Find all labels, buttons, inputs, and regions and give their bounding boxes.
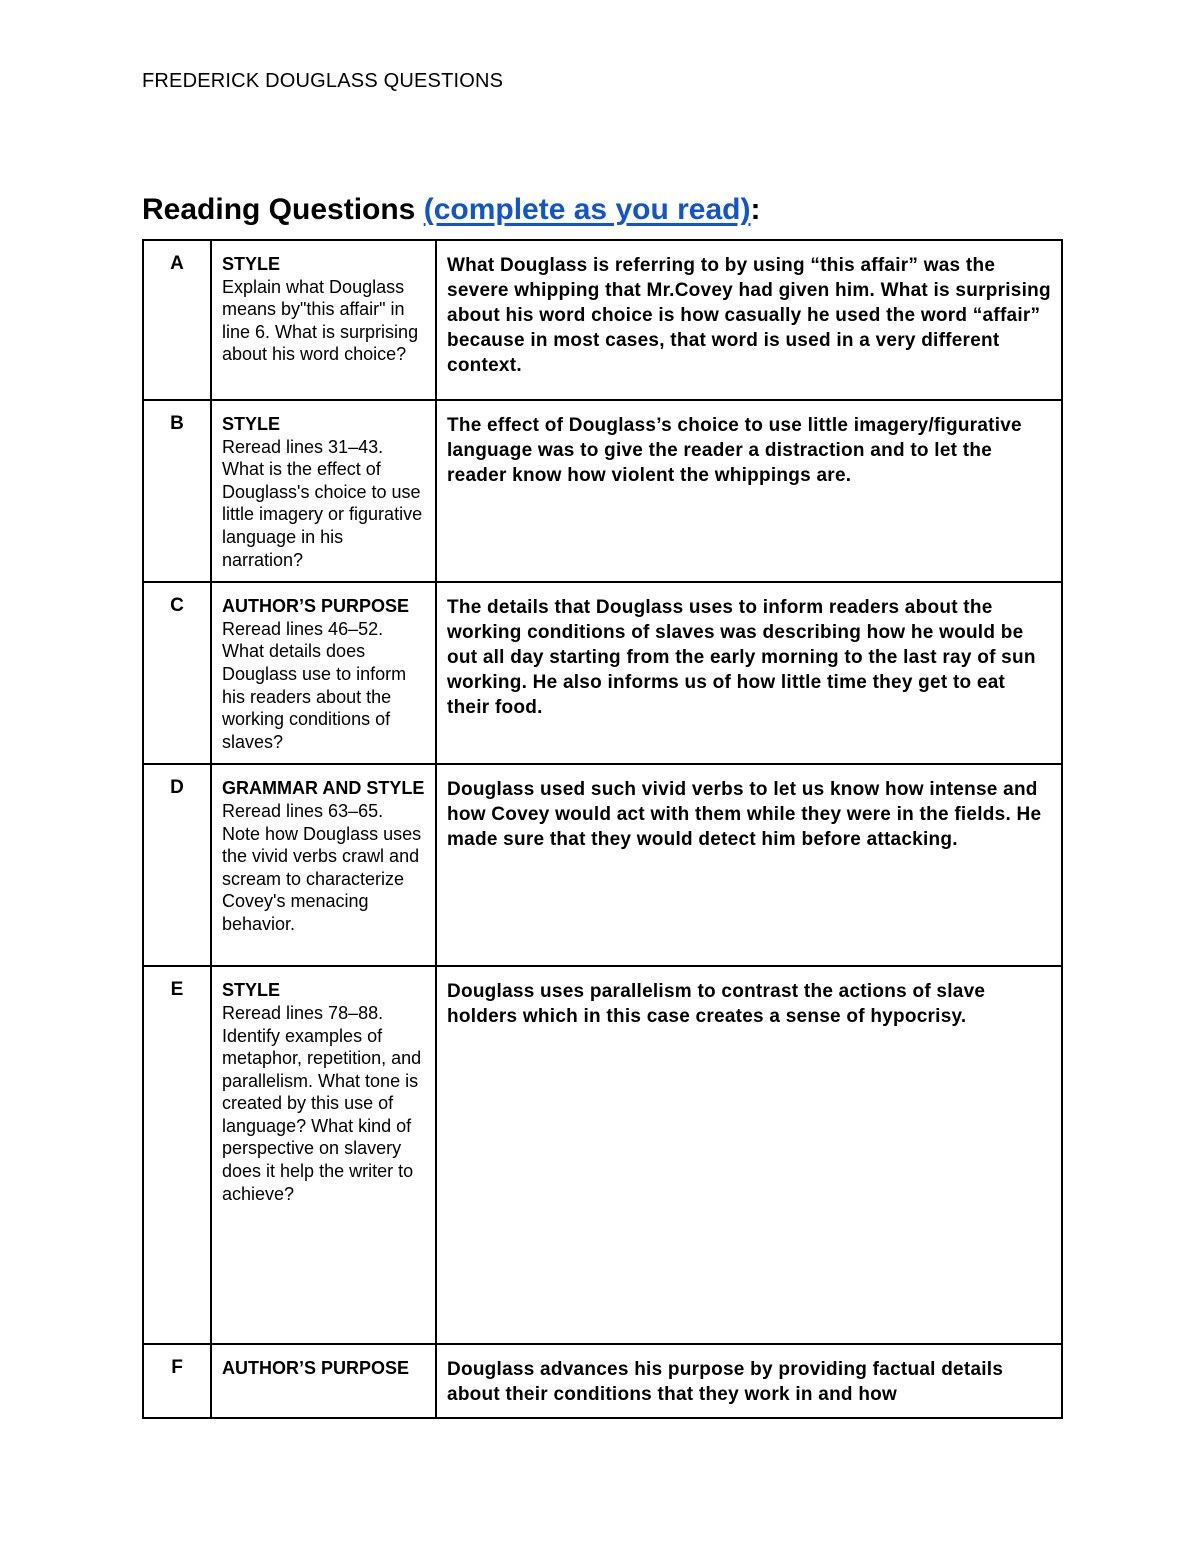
row-letter: C	[143, 582, 211, 764]
row-letter: A	[143, 240, 211, 400]
row-letter: D	[143, 764, 211, 966]
table-row	[143, 240, 1062, 400]
table-row	[143, 582, 1062, 764]
title-text: Reading Questions	[142, 193, 424, 226]
question-label: STYLE	[222, 254, 281, 274]
answer-cell: The details that Douglass uses to inform readers about the working conditions of slaves was describing how he would be out all day starting from the early morning to the last ray of sun working. He also informs us of how little time they get to eat their food.	[436, 582, 1062, 764]
row-letter: F	[143, 1344, 211, 1418]
table-row	[143, 400, 1062, 582]
question-prompt: Explain what Douglass means by"this affair" in line 6. What is surprising about his word choice?	[222, 276, 419, 365]
question-label: STYLE	[222, 980, 281, 1001]
answer-cell: Douglass uses parallelism to contrast the actions of slave holders which in this case creates a sense of hypocrisy.	[436, 966, 1062, 1344]
page-header: FREDERICK DOUGLASS QUESTIONS	[142, 70, 504, 92]
question-label: STYLE	[222, 414, 281, 434]
question-label: AUTHOR’S PURPOSE	[222, 1358, 410, 1379]
page-title	[142, 193, 760, 227]
title-link[interactable]: (complete as you read)	[423, 193, 751, 226]
table-row	[143, 764, 1062, 966]
title-colon: :	[750, 193, 761, 226]
question-cell	[211, 966, 436, 1344]
question-cell	[211, 400, 436, 582]
question-label: GRAMMAR AND STYLE	[222, 778, 425, 799]
question-prompt: Reread lines 46–52. What details does Douglass use to inform his readers about the working conditions of slaves?	[222, 618, 407, 752]
questions-table	[142, 239, 1063, 1419]
question-cell	[211, 582, 436, 764]
answer-cell: What Douglass is referring to by using “this affair” was the severe whipping that Mr.Covey had given him. What is surprising about his word choice is how casually he used the word “affair” because in most cases, that word is used in a very different context.	[436, 240, 1062, 400]
row-letter: E	[143, 966, 211, 1344]
question-label: AUTHOR’S PURPOSE	[222, 596, 410, 617]
answer-cell: Douglass used such vivid verbs to let us know how intense and how Covey would act with them while they were in the fields. He made sure that they would detect him before attacking.	[436, 764, 1062, 966]
row-letter: B	[143, 400, 211, 582]
question-prompt: Reread lines 78–88. Identify examples of metaphor, repetition, and parallelism. What tone is created by this use of language? What kind of perspective on slavery does it help the writer to achieve?	[222, 1002, 422, 1204]
table-row	[143, 966, 1062, 1344]
table-row	[143, 1344, 1062, 1418]
question-cell	[211, 240, 436, 400]
question-prompt: Reread lines 63–65. Note how Douglass uses the vivid verbs crawl and scream to characterize Covey's menacing behavior.	[222, 800, 422, 934]
answer-cell: Douglass advances his purpose by providing factual details about their conditions that they work in and how	[436, 1344, 1062, 1418]
question-cell	[211, 764, 436, 966]
question-prompt: Reread lines 31–43. What is the effect of Douglass's choice to use little imagery or figurative language in his narration?	[222, 436, 423, 570]
question-cell	[211, 1344, 436, 1418]
answer-cell: The effect of Douglass’s choice to use little imagery/figurative language was to give the reader a distraction and to let the reader know how violent the whippings are.	[436, 400, 1062, 582]
